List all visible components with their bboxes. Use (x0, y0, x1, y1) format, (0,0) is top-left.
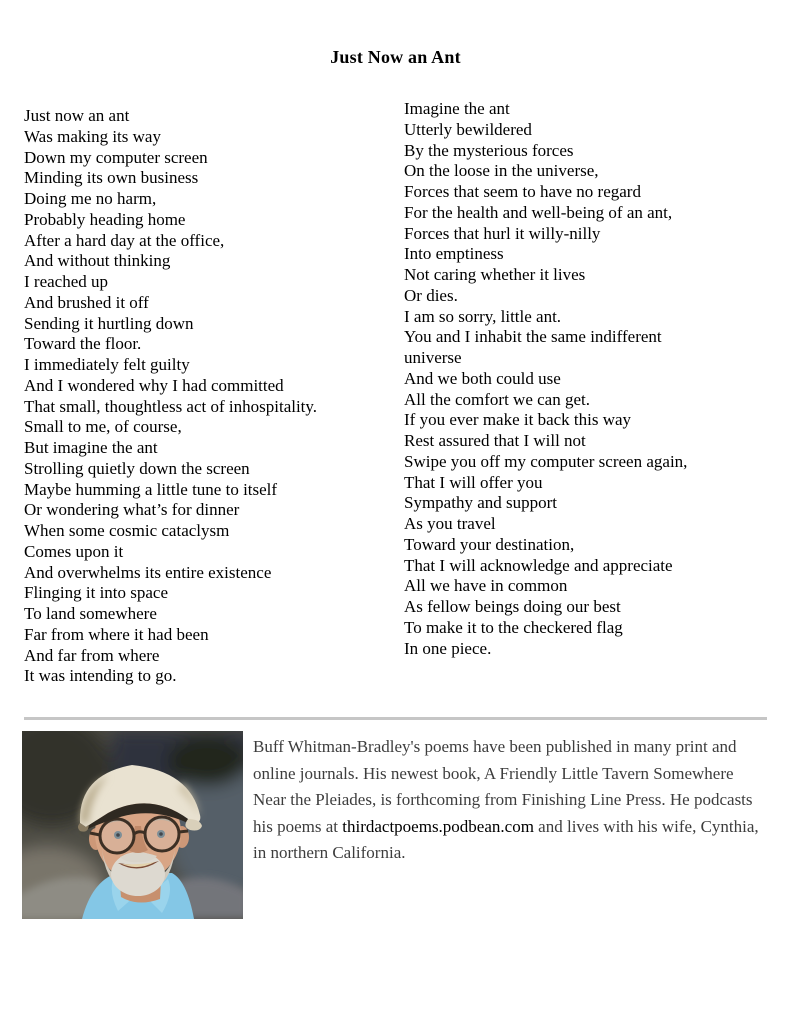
author-portrait-illustration (22, 731, 243, 919)
poem-line: Was making its way (24, 126, 161, 146)
poem-line: Doing me no harm, (24, 189, 157, 208)
poem-line: For the health and well-being of an ant, (404, 202, 673, 222)
poem-line: And brushed it off (24, 292, 149, 312)
poem-line: Strolling quietly down the screen (24, 458, 250, 478)
poem-line: Forces that hurl it willy-nilly (404, 223, 601, 243)
poem-line: I am so sorry, little ant. (404, 306, 562, 326)
poem-line: In one piece. (404, 638, 492, 658)
poem-line: Not caring whether it lives (404, 265, 586, 284)
poem-line: After a hard day at the office, (24, 230, 225, 250)
poem-line: That I will offer you (404, 472, 543, 492)
poem-line: Comes upon it (24, 541, 124, 561)
poem-line: To land somewhere (24, 604, 157, 623)
poem-line: Swipe you off my computer screen again, (404, 451, 688, 471)
poem-line: Forces that seem to have no regard (404, 182, 641, 201)
poem-column-right (404, 99, 687, 659)
poem-line: Maybe humming a little tune to itself (24, 479, 278, 499)
poem-line: By the mysterious forces (404, 140, 574, 160)
poem-line: I reached up (24, 272, 109, 291)
poem-line: Just now an ant (24, 106, 130, 125)
poem-title: Just Now an Ant (330, 47, 461, 67)
poem-line: Imagine the ant (404, 99, 510, 118)
poem-line: Probably heading home (24, 209, 186, 229)
poem-line: Toward the floor. (24, 334, 142, 354)
podcast-link[interactable]: thirdactpoems.podbean.com (342, 816, 534, 836)
poem-line: Utterly bewildered (404, 119, 532, 139)
poem-line: universe (404, 348, 462, 367)
poem-line: Flinging it into space (24, 583, 169, 603)
section-divider (24, 717, 767, 720)
author-photo (22, 731, 243, 919)
poem-line: Minding its own business (24, 168, 199, 188)
poem-line: Sympathy and support (404, 493, 557, 513)
poem-line: All we have in common (404, 576, 568, 596)
bio-text-after-link: and lives with his wife, Cynthia, in northern California. (253, 816, 759, 863)
poem-column-left (24, 106, 317, 687)
author-bio (253, 734, 769, 867)
poem-line: All the comfort we can get. (404, 389, 590, 409)
poem-line: Or dies. (404, 285, 458, 305)
poem-line: That small, thoughtless act of inhospitality. (24, 396, 318, 416)
poem-line: Toward your destination, (404, 534, 575, 554)
poem-line: If you ever make it back this way (404, 410, 632, 430)
poem-line: When some cosmic cataclysm (24, 521, 230, 540)
poem-line: Far from where it had been (24, 624, 209, 644)
poem-line: To make it to the checkered flag (404, 617, 623, 637)
poem-line: And I wondered why I had committed (24, 375, 284, 395)
poem-line: As fellow beings doing our best (404, 597, 621, 616)
poem-line: I immediately felt guilty (24, 355, 190, 374)
poem-line: Sending it hurtling down (24, 313, 194, 333)
poem-line: And without thinking (24, 251, 171, 271)
poem-line: You and I inhabit the same indifferent (404, 327, 662, 347)
poem-line: And overwhelms its entire existence (24, 562, 272, 582)
poem-line: But imagine the ant (24, 438, 158, 457)
poem-line: Rest assured that I will not (404, 431, 586, 450)
poem-line: Into emptiness (404, 244, 504, 264)
poem-line: Small to me, of course, (24, 417, 182, 437)
poem-line: Down my computer screen (24, 147, 208, 167)
poem-line: Or wondering what’s for dinner (24, 500, 240, 520)
poem-line: It was intending to go. (24, 666, 177, 686)
poem-line: On the loose in the universe, (404, 161, 599, 181)
poem-line: As you travel (404, 514, 496, 533)
poem-line: And we both could use (404, 368, 561, 388)
poem-line: And far from where (24, 645, 160, 665)
bio-text-before-link: Buff Whitman-Bradley's poems have been published in many print and online journals. His newest book, A Friendly Little Tavern Somewhere Near the Pleiades, is forthcoming from Finishing Line Press. He podcasts his poems at (253, 737, 753, 836)
poem-line: That I will acknowledge and appreciate (404, 555, 673, 575)
